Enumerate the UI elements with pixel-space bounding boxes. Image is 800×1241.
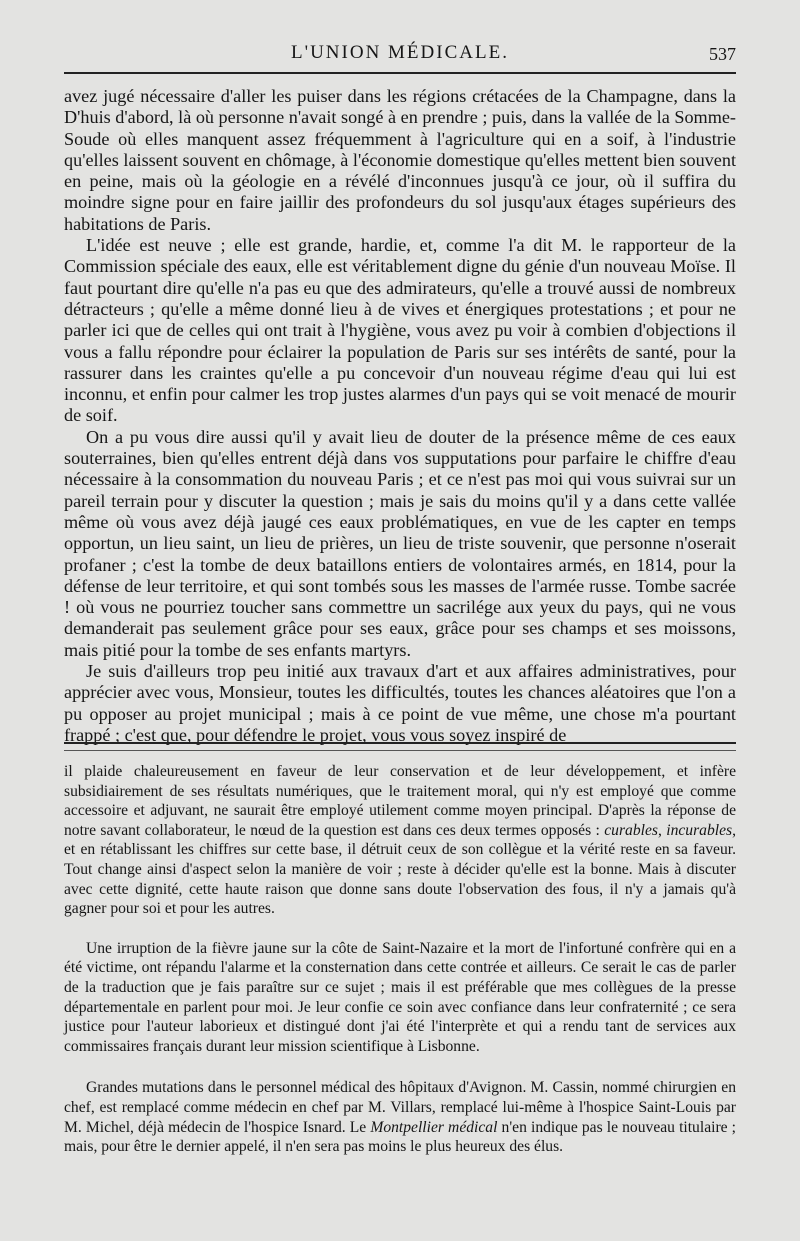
note-3-text-a: Grandes mutations dans le personnel médical des hôpitaux d'Avignon. M. Cassin, nommé chirurgien en chef, est remplacé comme médecin en chef par M. Villars, remplacé lui-même à l'hospice Saint-Louis par M. Michel, déjà médecin de l'hospice Isnard. Le — [64, 1079, 736, 1136]
notes-section — [64, 762, 736, 1157]
note-1 — [64, 762, 736, 919]
note-1-italic-curables: curables — [604, 821, 658, 839]
page-header — [64, 42, 736, 70]
paragraph-2: L'idée est neuve ; elle est grande, hardie, et, comme l'a dit M. le rapporteur de la Commission spéciale des eaux, elle est véritablement digne du génie d'un nouveau Moïse. Il faut pourtant dire qu'elle n'a pas eu que des admirateurs, qu'elle a trouvé aussi de nombreux détracteurs ; qu'elle a même donné lieu à de vives et énergiques protestations ; et pour ne parler ici que de celles qui ont trait à l'hygiène, vous avez pu voir à combien d'objections il vous a fallu répondre pour éclairer la population de Paris sur ses intérêts de santé, pour la rassurer dans les craintes qu'elle a pu concevoir d'un nouveau régime d'eau qui lui est inconnu, et enfin pour calmer les trop justes alarmes d'un pays qui se voit menacé de mourir de soif. — [64, 235, 736, 426]
main-article-text — [64, 86, 736, 746]
note-1-separator: , — [657, 821, 667, 839]
note-3-text-b: n'en indique pas le nouveau titulaire ; mais, pour être le dernier appelé, il n'en sera pas moins le plus heureux des élus. — [64, 1118, 737, 1156]
header-rule — [64, 72, 736, 74]
note-2: Une irruption de la fièvre jaune sur la côte de Saint-Nazaire et la mort de l'infortuné confrère qui en a été victime, ont répandu l'alarme et la consternation dans cette contrée et ailleurs. Ce serait le cas de parler de la traduction que je fais paraître sur ce sujet ; mais il est préférable que mes collègues de la presse départementale en parlent pour moi. Je leur confie ce soin avec confiance dans leur confraternité ; ce sera justice pour l'auteur laborieux et distingué dont j'ai été l'interprète et qui a rendu tant de services aux commissaires français durant leur mission scientifique à Lisbonne. — [64, 939, 736, 1055]
note-3-italic-journal: Montpellier médical — [370, 1118, 498, 1136]
note-1-text-b: , et en rétablissant les chiffres sur cette base, il détruit ceux de son collègue et la vérité reste en sa faveur. Tout change ainsi d'aspect selon la manière de voir ; reste à décider qu'elle est la bonne. Mais à discuter avec cette dignité, cette haute raison que donne sans doute l'observation des fous, il n'y a jamais qu'à gagner pour soi et pour les autres. — [64, 821, 736, 918]
running-head: L'UNION MÉDICALE. — [291, 42, 509, 63]
paragraph-4: Je suis d'ailleurs trop peu initié aux travaux d'art et aux affaires administratives, pour apprécier avec vous, Monsieur, toutes les difficultés, toutes les chances aléatoires que l'on a pu opposer au projet municipal ; mais à ce point de vue même, une chose m'a pourtant frappé ; c'est que, pour défendre le projet, vous vous soyez inspiré de — [64, 661, 736, 745]
note-3 — [64, 1078, 736, 1156]
page-number: 537 — [709, 44, 736, 64]
note-1-text-a: il plaide chaleureusement en faveur de leur conservation et de leur développement, et infère subsidiairement de ses résultats numériques, que le traitement moral, qui n'y est employé que comme accessoire et adjuvant, ne saurait être employé utilement comme moyen principal. D'après la réponse de notre savant collaborateur, le nœud de la question est dans ces deux termes opposés : — [64, 763, 736, 839]
section-divider — [64, 742, 736, 751]
paragraph-1: avez jugé nécessaire d'aller les puiser dans les régions crétacées de la Champagne, dans la D'huis d'abord, là où personne n'avait songé à en prendre ; puis, dans la vallée de la Somme-Soude où elles manquent assez fréquemment à l'agriculture qui en a soif, à l'industrie qu'elles laissent souvent en chômage, à l'économie domestique qu'elles mettent bien souvent en peine, mais où la géologie en a révélé d'inconnues jusqu'à ce jour, où il suffira du moindre signe pour en faire jaillir des profondeurs du sol jusqu'aux étages supérieurs des habitations de Paris. — [64, 86, 736, 234]
note-1-italic-incurables: incurables — [666, 821, 733, 839]
paragraph-3: On a pu vous dire aussi qu'il y avait lieu de douter de la présence même de ces eaux souterraines, bien qu'elles entrent déjà dans vos supputations pour parfaire le chiffre d'eau nécessaire à la consommation du nouveau Paris ; et ce n'est pas moi qui vous suivrai sur un pareil terrain pour y discuter la question ; mais je sais du moins qu'il y a dans cette vallée même où vous avez déjà jaugé ces eaux problématiques, en vue de les capter en temps opportun, un lieu saint, un lieu de prières, un lieu de triste souvenir, que personne n'oserait profaner ; c'est la tombe de deux bataillons entiers de volontaires armés, en 1814, pour la défense de leur territoire, et qui sont tombés sous les masses de l'armée russe. Tombe sacrée ! où vous ne pourriez toucher sans commettre un sacrilége aux yeux du pays, qui ne vous demanderait pas seulement grâce pour ses eaux, grâce pour ses champs et ses moissons, mais pitié pour la tombe de ses enfants martyrs. — [64, 426, 736, 660]
